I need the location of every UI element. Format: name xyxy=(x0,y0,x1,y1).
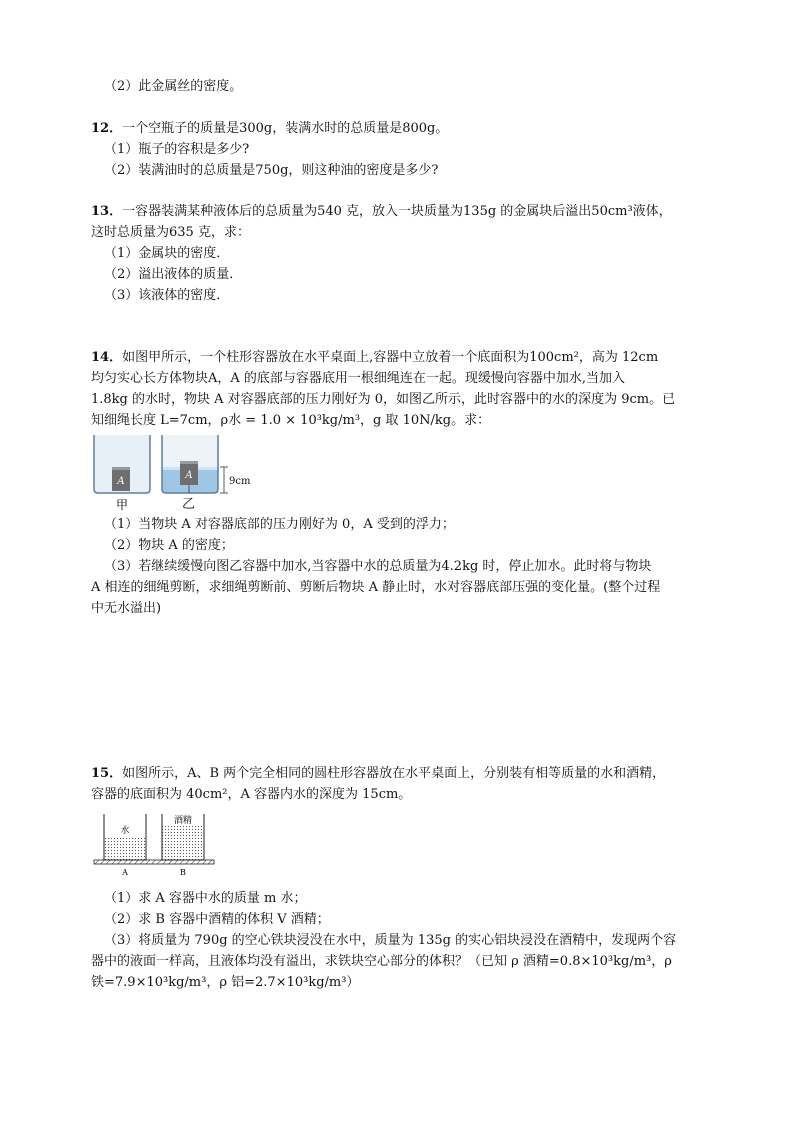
q13-number: 13． xyxy=(91,204,123,219)
block-a-jia-label: A xyxy=(117,476,125,487)
q15-number: 15． xyxy=(91,766,123,781)
q14-stem-line4: 知细绳长度 L=7cm，ρ水 = 1.0 × 10³kg/m³，g 取 10N/kg。求： xyxy=(91,413,491,428)
q13-stem1-text: 一容器装满某种液体后的总质量为540 克，放入一块质量为135g 的金属块后溢出50cm³液体， xyxy=(122,204,672,219)
block-a-yi-label: A xyxy=(185,470,193,481)
alcohol-b-label: 酒精 xyxy=(173,816,193,826)
label-yi: 乙 xyxy=(182,497,196,512)
container-b xyxy=(162,814,204,860)
q12-sub1: （1）瓶子的容积是多少? xyxy=(104,142,250,157)
q14-sub3-line3: 中无水溢出) xyxy=(91,601,162,616)
q13-stem-line1 xyxy=(91,203,672,221)
q15-sub3-line2: 器中的液面一样高，且液体均没有溢出，求铁块空心部分的体积？（已知 ρ 酒精=0.8×10³kg/m³，ρ xyxy=(91,954,672,969)
q12-number: 12． xyxy=(91,121,123,136)
q14-sub3-line2: A 相连的细绳剪断，求细绳剪断前、剪断后物块 A 静止时，水对容器底部压强的变化量。(整个过程 xyxy=(91,580,661,595)
depth-label: 9cm xyxy=(229,476,251,487)
label-b: B xyxy=(180,868,186,877)
alcohol-b xyxy=(162,826,204,860)
q13-sub2: （2）溢出液体的质量． xyxy=(104,267,243,282)
q14-sub2: （2）物块 A 的密度； xyxy=(104,538,234,553)
q14-stem-line1 xyxy=(91,349,658,367)
container-jia xyxy=(94,435,150,493)
water-a-label: 水 xyxy=(120,826,130,836)
q14-stem-line3: 1.8kg 的水时，物块 A 对容器底部的压力刚好为 0，如图乙所示，此时容器中的水的深度为 9cm。已 xyxy=(91,392,676,407)
q14-sub1: （1）当物块 A 对容器底部的压力刚好为 0，A 受到的浮力； xyxy=(104,517,455,532)
container-a xyxy=(104,814,146,860)
q11-sub2: （2）此金属丝的密度。 xyxy=(104,79,243,94)
q15-stem-line2: 容器的底面积为 40cm²，A 容器内水的深度为 15cm。 xyxy=(91,787,412,802)
q15-sub3-line3: 铁=7.9×10³kg/m³，ρ 铝=2.7×10³kg/m³） xyxy=(91,975,360,990)
label-a: A xyxy=(122,868,128,877)
table-surface xyxy=(94,860,214,864)
q12-stem xyxy=(91,120,448,138)
q15-sub2: （2）求 B 容器中酒精的体积 V 酒精； xyxy=(104,912,330,927)
q13-stem-line2: 这时总质量为635 克，求： xyxy=(91,225,250,240)
q13-sub1: （1）金属块的密度． xyxy=(104,246,230,261)
q14-number: 14． xyxy=(91,350,123,365)
q14-stem1-text: 如图甲所示，一个柱形容器放在水平桌面上,容器中立放着一个底面积为100cm²，高为 12cm xyxy=(122,350,659,365)
q15-figure xyxy=(92,810,222,880)
q14-sub3-line1: （3）若继续缓慢向图乙容器中加水,当容器中水的总质量为4.2kg 时，停止加水。此时将与物块 xyxy=(104,559,652,574)
q15-stem-line1 xyxy=(91,765,665,783)
q15-sub3-line1: （3）将质量为 790g 的空心铁块浸没在水中，质量为 135g 的实心铝块浸没在酒精中，发现两个容 xyxy=(104,933,677,948)
q12-sub2: （2）装满油时的总质量是750g，则这种油的密度是多少? xyxy=(104,163,439,178)
container-yi xyxy=(162,435,251,493)
water-a xyxy=(104,836,146,860)
q14-figure xyxy=(90,433,265,513)
q15-stem1-text: 如图所示，A、B 两个完全相同的圆柱形容器放在水平桌面上，分别装有相等质量的水和酒精， xyxy=(122,766,666,781)
q12-stem-text: 一个空瓶子的质量是300g，装满水时的总质量是800g。 xyxy=(122,121,449,136)
q13-sub3: （3）该液体的密度． xyxy=(104,288,230,303)
label-jia: 甲 xyxy=(115,498,129,512)
q14-stem-line2: 均匀实心长方体物块A，A 的底部与容器底用一根细绳连在一起。现缓慢向容器中加水,当加入 xyxy=(91,371,626,386)
q15-sub1: （1）求 A 容器中水的质量 m 水； xyxy=(104,891,307,906)
